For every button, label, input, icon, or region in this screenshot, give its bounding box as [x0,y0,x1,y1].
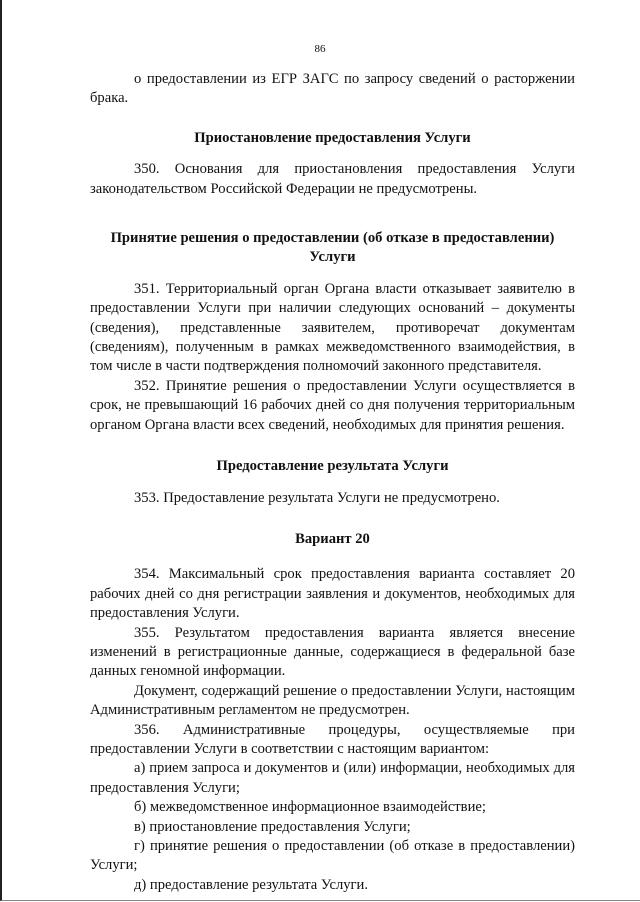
page-number: 86 [314,43,326,55]
paragraph-355-document: Документ, содержащий решение о предоставлении Услуги, настоящим Административным регламентом не предусмотрен. [90,682,575,719]
list-item-b: б) межведомственное информационное взаимодействие; [134,799,486,816]
paragraph-355: 355. Результатом предоставления варианта является внесение изменений в регистрационные данные, содержащиеся в федеральной базе данных геномной информации. [90,624,575,680]
paragraph-352: 352. Принятие решения о предоставлении Услуги осуществляется в срок, не превышающий 16 рабочих дней со дня получения территориальным органом Органа власти всех сведений, необходимых для принятия решения. [90,377,575,433]
list-item-g: г) принятие решения о предоставлении (об отказе в предоставлении) Услуги; [90,838,575,874]
paragraph-350: 350. Основания для приостановления предоставления Услуги законодательством Российской Федерации не предусмотрены. [90,161,575,197]
paragraph-354: 354. Максимальный срок предоставления варианта составляет 20 рабочих дней со дня регистрации заявления и документов, необходимых для предоставления Услуги. [90,566,575,622]
list-item-d: д) предоставление результата Услуги. [134,876,368,893]
top-paragraph: о предоставлении из ЕГР ЗАГС по запросу сведений о расторжении брака. [90,71,575,107]
heading-variant: Вариант 20 [295,530,370,547]
heading-decision: Принятие решения о предоставлении (об отказе в предоставлении) Услуги [110,230,555,266]
heading-result: Предоставление результата Услуги [216,458,449,475]
paragraph-353: 353. Предоставление результата Услуги не предусмотрено. [134,489,500,506]
heading-suspension: Приостановление предоставления Услуги [194,129,471,146]
document-body [90,70,575,895]
list-item-a: а) прием запроса и документов и (или) информации, необходимых для предоставления Услуги; [90,760,575,796]
paragraph-351: 351. Территориальный орган Органа власти отказывает заявителю в предоставлении Услуги при наличии следующих оснований – документы (сведения), представленные заявителем, противоречат документам (сведениям), полученным в рамках межведомственного взаимодействия, в том числе в части подтверждения полномочий законного представителя. [90,280,575,375]
list-item-v: в) приостановление предоставления Услуги; [134,818,411,835]
paragraph-356: 356. Административные процедуры, осуществляемые при предоставлении Услуги в соответствии с настоящим вариантом: [90,721,575,757]
